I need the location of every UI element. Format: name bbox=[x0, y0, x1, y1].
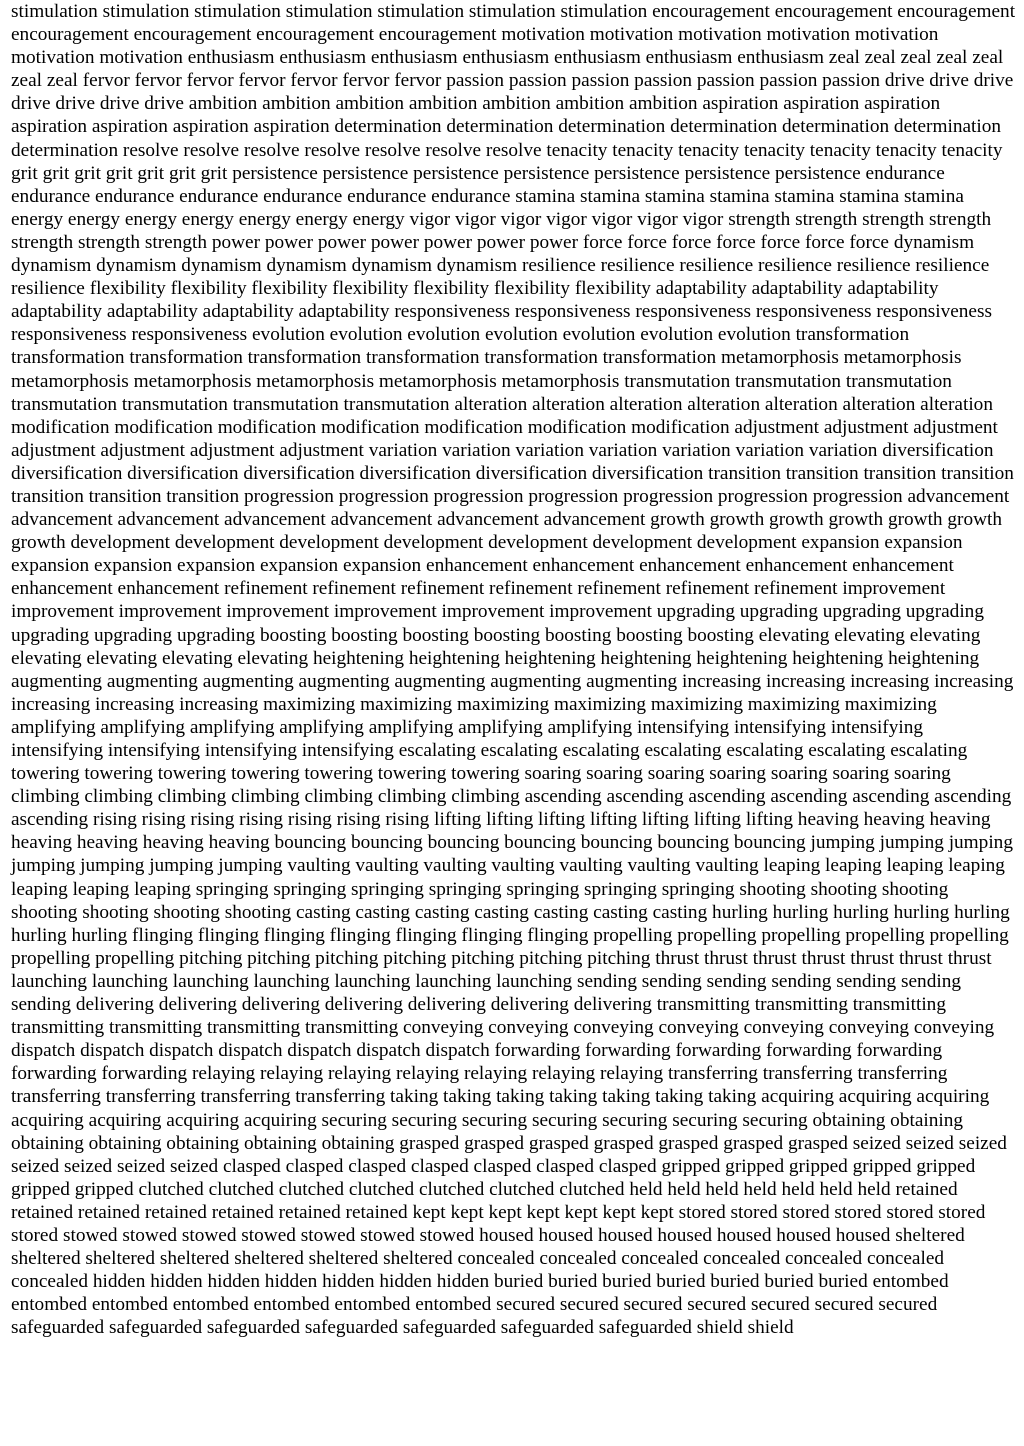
word-run: bouncing bouncing bouncing bouncing bouncing bouncing bouncing bbox=[274, 832, 806, 854]
word-run: shield shield bbox=[696, 1317, 794, 1339]
word-run: held held held held held held held bbox=[629, 1178, 891, 1200]
word-run: persistence persistence persistence persistence persistence persistence persistence bbox=[232, 162, 861, 184]
word-run: securing securing securing securing securing securing securing bbox=[321, 1109, 808, 1131]
word-run: variation variation variation variation variation variation variation bbox=[368, 439, 878, 461]
document-body-text bbox=[11, 0, 1016, 1339]
word-run: thrust thrust thrust thrust thrust thrust thrust bbox=[655, 947, 992, 969]
word-run: tenacity tenacity tenacity tenacity tenacity tenacity tenacity bbox=[546, 139, 1003, 161]
word-run: acquiring acquiring acquiring acquiring acquiring acquiring acquiring bbox=[11, 1086, 990, 1131]
word-run: clutched clutched clutched clutched clutched clutched clutched bbox=[138, 1178, 625, 1200]
word-run: gripped gripped gripped gripped gripped gripped gripped bbox=[11, 1155, 976, 1200]
word-run: zeal zeal zeal zeal zeal zeal zeal bbox=[11, 47, 1004, 92]
word-run: adjustment adjustment adjustment adjustment adjustment adjustment adjustment bbox=[11, 416, 998, 461]
word-run: transmitting transmitting transmitting transmitting transmitting transmitting transmitting bbox=[11, 994, 946, 1039]
word-run: diversification diversification diversification diversification diversification diversification diversification bbox=[11, 439, 994, 484]
word-run: development development development development development development development bbox=[70, 532, 797, 554]
word-run: intensifying intensifying intensifying intensifying intensifying intensifying intensifying bbox=[11, 716, 924, 761]
word-run: stimulation stimulation stimulation stimulation stimulation stimulation stimulation bbox=[11, 1, 648, 22]
word-run: enhancement enhancement enhancement enhancement enhancement enhancement enhancement bbox=[11, 555, 954, 600]
word-run: heaving heaving heaving heaving heaving heaving heaving bbox=[11, 809, 991, 854]
word-run: ascending ascending ascending ascending ascending ascending ascending bbox=[11, 786, 1012, 831]
word-run: secured secured secured secured secured secured secured bbox=[496, 1294, 938, 1316]
word-run: heightening heightening heightening heightening heightening heightening heightening bbox=[312, 647, 980, 669]
word-run: flexibility flexibility flexibility flexibility flexibility flexibility flexibility bbox=[89, 278, 651, 300]
word-run: stowed stowed stowed stowed stowed stowed stowed bbox=[62, 1224, 475, 1246]
word-run: vigor vigor vigor vigor vigor vigor vigor bbox=[409, 208, 724, 230]
word-run: evolution evolution evolution evolution evolution evolution evolution bbox=[252, 324, 791, 346]
word-run: metamorphosis metamorphosis metamorphosis metamorphosis metamorphosis metamorphosis metamorphosis bbox=[11, 347, 962, 392]
word-run: force force force force force force force bbox=[582, 231, 889, 253]
word-run: motivation motivation motivation motivation motivation motivation motivation bbox=[11, 24, 939, 69]
word-run: aspiration aspiration aspiration aspiration aspiration aspiration aspiration bbox=[11, 93, 941, 138]
word-run: retained retained retained retained retained retained retained bbox=[11, 1178, 958, 1223]
word-run: hidden hidden hidden hidden hidden hidden hidden bbox=[92, 1271, 490, 1293]
word-run: grit grit grit grit grit grit grit bbox=[11, 162, 228, 184]
word-run: refinement refinement refinement refinement refinement refinement refinement bbox=[224, 578, 838, 600]
word-run: escalating escalating escalating escalating escalating escalating escalating bbox=[398, 740, 968, 761]
word-run: resilience resilience resilience resilience resilience resilience resilience bbox=[11, 255, 990, 300]
word-run: power power power power power power power bbox=[211, 231, 579, 253]
word-run: passion passion passion passion passion passion passion bbox=[446, 70, 881, 92]
word-run: growth growth growth growth growth growth growth bbox=[11, 509, 1003, 554]
word-run: shooting shooting shooting shooting shooting shooting shooting bbox=[11, 878, 949, 923]
word-run: transformation transformation transformation transformation transformation transformation transformation bbox=[11, 324, 910, 369]
word-run: forwarding forwarding forwarding forwarding forwarding forwarding forwarding bbox=[11, 1040, 943, 1085]
word-run: ambition ambition ambition ambition ambition ambition ambition bbox=[188, 93, 698, 115]
word-run: sheltered sheltered sheltered sheltered sheltered sheltered sheltered bbox=[11, 1224, 965, 1270]
word-run: obtaining obtaining obtaining obtaining obtaining obtaining obtaining bbox=[11, 1109, 964, 1154]
word-run: relaying relaying relaying relaying relaying relaying relaying bbox=[191, 1063, 664, 1085]
word-run: launching launching launching launching launching launching launching bbox=[11, 970, 573, 992]
word-run: strength strength strength strength strength strength strength bbox=[11, 208, 992, 253]
word-run: amplifying amplifying amplifying amplifying amplifying amplifying amplifying bbox=[11, 716, 633, 738]
word-run: casting casting casting casting casting casting casting bbox=[295, 901, 708, 923]
word-run: fervor fervor fervor fervor fervor fervor fervor bbox=[82, 70, 442, 92]
word-run: upgrading upgrading upgrading upgrading upgrading upgrading upgrading bbox=[11, 601, 984, 646]
word-run: alteration alteration alteration alteration alteration alteration alteration bbox=[454, 393, 993, 415]
word-run: safeguarded safeguarded safeguarded safeguarded safeguarded safeguarded safeguarded bbox=[11, 1317, 692, 1339]
word-run: resolve resolve resolve resolve resolve resolve resolve bbox=[122, 139, 542, 161]
word-run: enthusiasm enthusiasm enthusiasm enthusiasm enthusiasm enthusiasm enthusiasm bbox=[187, 47, 824, 69]
word-run: encouragement encouragement encouragement encouragement encouragement encouragement encouragement bbox=[11, 1, 1016, 46]
word-run: jumping jumping jumping jumping jumping jumping jumping bbox=[11, 832, 1013, 877]
word-run: maximizing maximizing maximizing maximizing maximizing maximizing maximizing bbox=[263, 693, 937, 715]
word-run: towering towering towering towering towering towering towering bbox=[11, 763, 520, 785]
word-run: modification modification modification modification modification modification modification bbox=[11, 416, 730, 438]
word-run: rising rising rising rising rising rising rising bbox=[92, 809, 430, 831]
word-run: stored stored stored stored stored stored stored bbox=[11, 1201, 986, 1246]
word-run: improvement improvement improvement improvement improvement improvement improvement bbox=[11, 578, 946, 623]
word-run: leaping leaping leaping leaping leaping leaping leaping bbox=[11, 855, 1005, 900]
word-run: hurling hurling hurling hurling hurling hurling hurling bbox=[11, 901, 1010, 946]
word-run: clasped clasped clasped clasped clasped clasped clasped bbox=[223, 1155, 657, 1177]
word-run: adaptability adaptability adaptability adaptability adaptability adaptability adaptability bbox=[11, 278, 939, 323]
word-run: transferring transferring transferring transferring transferring transferring transferring bbox=[11, 1063, 948, 1108]
word-run: transmutation transmutation transmutation transmutation transmutation transmutation transmutation bbox=[11, 370, 952, 415]
word-run: dynamism dynamism dynamism dynamism dynamism dynamism dynamism bbox=[11, 231, 975, 277]
word-run: climbing climbing climbing climbing climbing climbing climbing bbox=[11, 786, 520, 808]
word-run: kept kept kept kept kept kept kept bbox=[412, 1201, 674, 1223]
word-run: taking taking taking taking taking taking taking bbox=[390, 1086, 757, 1108]
word-run: lifting lifting lifting lifting lifting lifting lifting bbox=[434, 809, 793, 831]
word-run: elevating elevating elevating elevating elevating elevating elevating bbox=[11, 624, 981, 669]
word-run: determination determination determination determination determination determination determination bbox=[11, 116, 1002, 161]
word-run: soaring soaring soaring soaring soaring soaring soaring bbox=[524, 763, 951, 785]
word-run: endurance endurance endurance endurance endurance endurance endurance bbox=[11, 162, 945, 207]
word-run: augmenting augmenting augmenting augmenting augmenting augmenting augmenting bbox=[11, 670, 678, 692]
word-run: increasing increasing increasing increasing increasing increasing increasing bbox=[11, 670, 1014, 715]
word-run: responsiveness responsiveness responsiveness responsiveness responsiveness responsiveness responsiveness bbox=[11, 301, 992, 346]
word-run: grasped grasped grasped grasped grasped grasped grasped bbox=[399, 1132, 848, 1154]
word-run: boosting boosting boosting boosting boosting boosting boosting bbox=[260, 624, 754, 646]
word-run: conveying conveying conveying conveying conveying conveying conveying bbox=[403, 1017, 995, 1039]
word-run: advancement advancement advancement advancement advancement advancement advancement bbox=[11, 485, 1010, 531]
word-run: housed housed housed housed housed housed housed bbox=[479, 1224, 891, 1246]
word-run: progression progression progression progression progression progression progression bbox=[243, 485, 903, 507]
word-run: vaulting vaulting vaulting vaulting vaulting vaulting vaulting bbox=[287, 855, 759, 877]
word-run: transition transition transition transition transition transition transition bbox=[11, 462, 1014, 507]
word-run: stamina stamina stamina stamina stamina stamina stamina bbox=[515, 185, 964, 207]
word-run: dispatch dispatch dispatch dispatch dispatch dispatch dispatch bbox=[11, 1040, 490, 1062]
word-run: concealed concealed concealed concealed concealed concealed concealed bbox=[11, 1248, 945, 1293]
word-run: expansion expansion expansion expansion expansion expansion expansion bbox=[11, 532, 963, 577]
word-run: flinging flinging flinging flinging flinging flinging flinging bbox=[132, 924, 589, 946]
word-run: drive drive drive drive drive drive drive bbox=[11, 70, 1014, 115]
word-run: pitching pitching pitching pitching pitching pitching pitching bbox=[179, 947, 651, 969]
word-run: sending sending sending sending sending sending sending bbox=[11, 970, 961, 1016]
word-run: energy energy energy energy energy energy energy bbox=[11, 208, 405, 230]
word-run: propelling propelling propelling propelling propelling propelling propelling bbox=[11, 924, 1009, 969]
word-run: springing springing springing springing springing springing springing bbox=[195, 878, 735, 900]
word-run: seized seized seized seized seized seized seized bbox=[11, 1132, 1007, 1177]
word-run: buried buried buried buried buried buried buried bbox=[494, 1271, 868, 1293]
word-run: delivering delivering delivering delivering delivering delivering delivering bbox=[75, 994, 652, 1016]
word-run: entombed entombed entombed entombed entombed entombed entombed bbox=[11, 1271, 949, 1316]
